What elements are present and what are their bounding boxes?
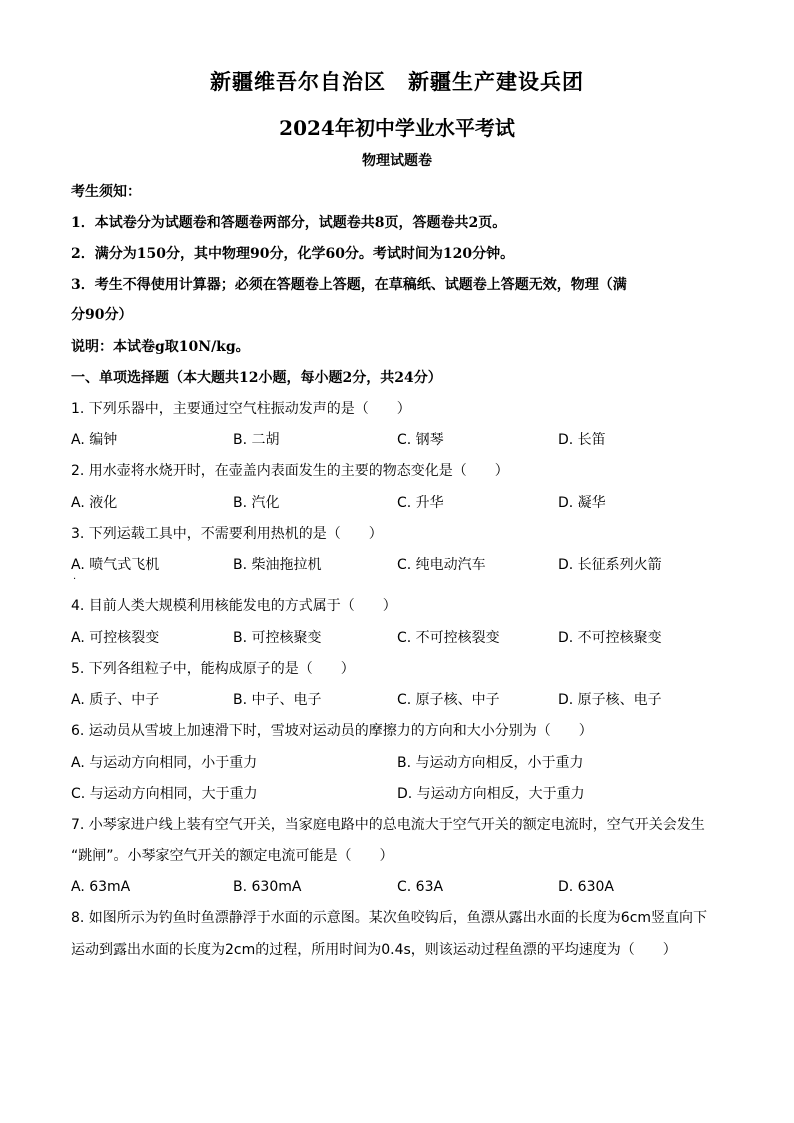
question-5-option-a: A. 质子、中子 bbox=[71, 692, 160, 708]
question-4-option-d: D. 不可控核聚变 bbox=[558, 630, 662, 646]
exam-title: 新疆维吾尔自治区 新疆生产建设兵团 bbox=[210, 69, 584, 94]
question-3-option-b: B. 柴油拖拉机 bbox=[233, 557, 322, 573]
question-3-option-d: D. 长征系列火箭 bbox=[558, 557, 662, 573]
question-4-option-b: B. 可控核聚变 bbox=[233, 630, 322, 646]
question-6-option-c: C. 与运动方向相同，大于重力 bbox=[71, 786, 258, 802]
question-2-option-a: A. 液化 bbox=[71, 495, 118, 511]
question-7-option-b: B. 630mA bbox=[233, 879, 302, 895]
notice-item-3: 3．考生不得使用计算器；必须在答题卷上答题，在草稿纸、试题卷上答题无效，物理（满 bbox=[71, 277, 627, 293]
question-1-option-a: A. 编钟 bbox=[71, 432, 118, 448]
question-6-option-b: B. 与运动方向相反，小于重力 bbox=[397, 755, 584, 771]
stray-dot-mark: · bbox=[73, 574, 77, 585]
question-7-option-a: A. 63mA bbox=[71, 879, 131, 895]
question-8-stem-line-2: 运动到露出水面的长度为2cm的过程，所用时间为0.4s，则该运动过程鱼漂的平均速度为（ ） bbox=[71, 942, 677, 958]
question-5-option-b: B. 中子、电子 bbox=[233, 692, 322, 708]
question-5-option-c: C. 原子核、中子 bbox=[397, 692, 500, 708]
paper-name: 物理试题卷 bbox=[362, 153, 432, 169]
question-7-stem-line-1: 7. 小琴家进户线上装有空气开关，当家庭电路中的总电流大于空气开关的额定电流时，空气开关会发生 bbox=[71, 817, 705, 833]
question-5-stem: 5. 下列各组粒子中，能构成原子的是（ ） bbox=[71, 661, 355, 677]
question-6-option-a: A. 与运动方向相同，小于重力 bbox=[71, 755, 258, 771]
exam-subtitle: 2024年初中学业水平考试 bbox=[279, 116, 515, 140]
question-1-option-c: C. 钢琴 bbox=[397, 432, 444, 448]
question-7-option-d: D. 630A bbox=[558, 879, 614, 895]
question-2-option-b: B. 汽化 bbox=[233, 495, 280, 511]
notice-heading: 考生须知： bbox=[71, 184, 141, 200]
question-1-stem: 1. 下列乐器中，主要通过空气柱振动发声的是（ ） bbox=[71, 401, 411, 417]
question-1-option-d: D. 长笛 bbox=[558, 432, 606, 448]
section-heading: 一、单项选择题（本大题共12小题，每小题2分，共24分） bbox=[71, 370, 442, 386]
notice-item-3-continued: 分90分） bbox=[71, 307, 133, 323]
question-1-option-b: B. 二胡 bbox=[233, 432, 280, 448]
question-6-stem: 6. 运动员从雪坡上加速滑下时，雪坡对运动员的摩擦力的方向和大小分别为（ ） bbox=[71, 723, 593, 739]
question-8-stem-line-1: 8. 如图所示为钓鱼时鱼漂静浮于水面的示意图。某次鱼咬钩后，鱼漂从露出水面的长度为6cm竖直向下 bbox=[71, 910, 708, 926]
question-3-stem: 3. 下列运载工具中，不需要利用热机的是（ ） bbox=[71, 526, 383, 542]
question-7-option-c: C. 63A bbox=[397, 879, 444, 895]
question-4-stem: 4. 目前人类大规模利用核能发电的方式属于（ ） bbox=[71, 598, 397, 614]
question-7-stem-line-2: “跳闸”。小琴家空气开关的额定电流可能是（ ） bbox=[71, 848, 394, 864]
question-2-option-c: C. 升华 bbox=[397, 495, 444, 511]
notice-item-2: 2．满分为150分，其中物理90分，化学60分。考试时间为120分钟。 bbox=[71, 246, 515, 262]
notice-item-1: 1．本试卷分为试题卷和答题卷两部分，试题卷共8页，答题卷共2页。 bbox=[71, 215, 507, 231]
question-5-option-d: D. 原子核、电子 bbox=[558, 692, 662, 708]
question-3-option-a: A. 喷气式飞机 bbox=[71, 557, 160, 573]
question-4-option-a: A. 可控核裂变 bbox=[71, 630, 160, 646]
notice-note: 说明：本试卷g取10N/kg。 bbox=[71, 339, 250, 355]
question-3-option-c: C. 纯电动汽车 bbox=[397, 557, 486, 573]
question-2-option-d: D. 凝华 bbox=[558, 495, 606, 511]
question-4-option-c: C. 不可控核裂变 bbox=[397, 630, 500, 646]
question-2-stem: 2. 用水壶将水烧开时，在壶盖内表面发生的主要的物态变化是（ ） bbox=[71, 463, 509, 479]
question-6-option-d: D. 与运动方向相反，大于重力 bbox=[397, 786, 585, 802]
